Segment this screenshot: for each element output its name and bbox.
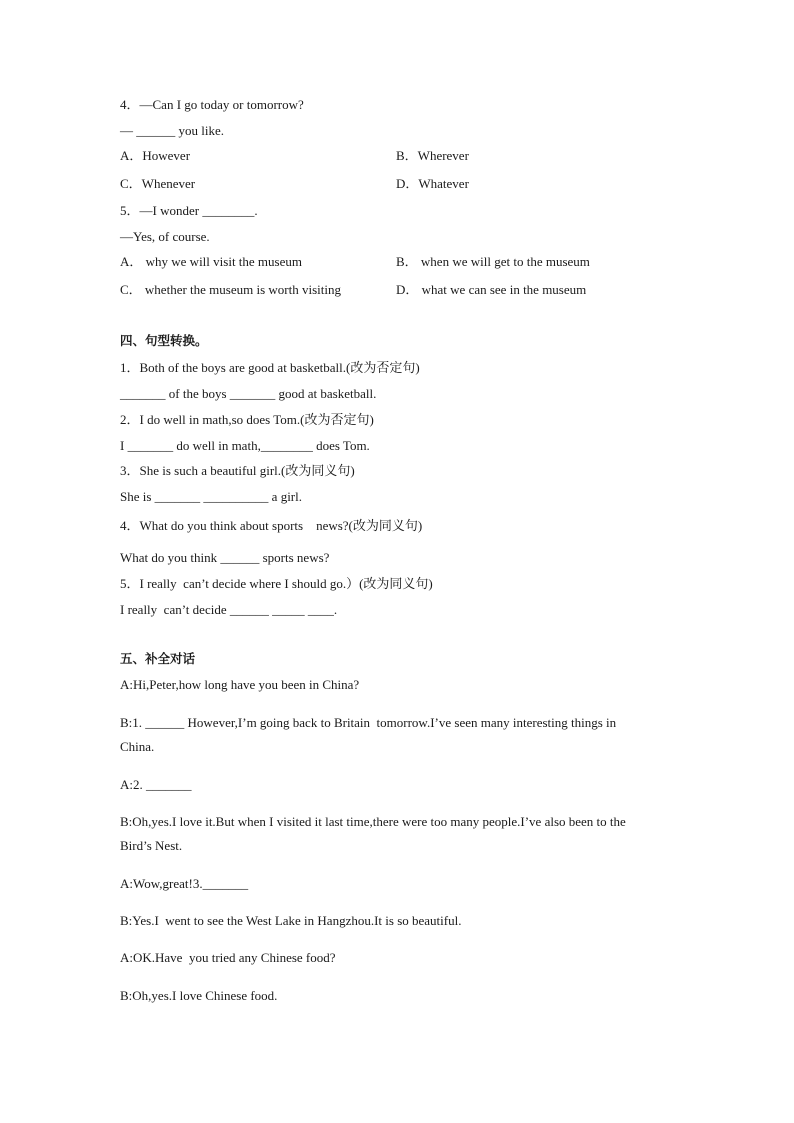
s4-item5-answer: I really can’t decide ______ _____ ____. [120, 602, 338, 617]
s4-item3-prompt: 3．She is such a beautiful girl.(改为同义句) [120, 463, 355, 478]
q5-option-b: B． when we will get to the museum [396, 254, 590, 269]
q4-option-b: B．Wherever [396, 148, 469, 163]
dialogue-line: Bird’s Nest. [120, 838, 183, 853]
q4-answer-line: — ______ you like. [120, 123, 224, 138]
s4-item2-answer: I _______ do well in math,________ does Tom. [120, 438, 370, 453]
q5-option-c: C． whether the museum is worth visiting [120, 282, 341, 297]
section4-title: 四、句型转换。 [120, 333, 208, 348]
s4-item4-answer: What do you think ______ sports news? [120, 550, 330, 565]
dialogue-line: A:OK.Have you tried any Chinese food? [120, 950, 336, 965]
s4-item4-prompt: 4．What do you think about sports news?(改为同义句) [120, 518, 423, 533]
q5-question: 5．—I wonder ________. [120, 203, 258, 218]
section5-title: 五、补全对话 [120, 651, 196, 666]
q5-option-d: D． what we can see in the museum [396, 282, 587, 297]
q5-answer-line: —Yes, of course. [120, 229, 210, 244]
s4-item3-answer: She is _______ __________ a girl. [120, 489, 302, 504]
s4-item5-prompt: 5．I really can’t decide where I should go.）(改为同义句) [120, 576, 433, 591]
q4-option-d: D．Whatever [396, 176, 469, 191]
s4-item2-prompt: 2．I do well in math,so does Tom.(改为否定句) [120, 412, 374, 427]
dialogue-line: B:Yes.I went to see the West Lake in Hangzhou.It is so beautiful. [120, 913, 462, 928]
dialogue-line: A:2. _______ [120, 777, 192, 792]
dialogue-line: A:Hi,Peter,how long have you been in China? [120, 677, 360, 692]
s4-item1-answer: _______ of the boys _______ good at basketball. [120, 386, 377, 401]
dialogue-line: A:Wow,great!3._______ [120, 876, 249, 891]
s4-item1-prompt: 1．Both of the boys are good at basketball.(改为否定句) [120, 360, 420, 375]
dialogue-line: B:Oh,yes.I love it.But when I visited it last time,there were too many people.I’ve also been to the [120, 814, 626, 829]
dialogue-line: B:1. ______ However,I’m going back to Britain tomorrow.I’ve seen many interesting things in [120, 715, 617, 730]
dialogue-line: China. [120, 739, 155, 754]
q4-option-c: C．Whenever [120, 176, 196, 191]
q4-question: 4．—Can I go today or tomorrow? [120, 97, 304, 112]
dialogue-line: B:Oh,yes.I love Chinese food. [120, 988, 278, 1003]
q5-option-a: A． why we will visit the museum [120, 254, 302, 269]
q4-option-a: A．However [120, 148, 191, 163]
